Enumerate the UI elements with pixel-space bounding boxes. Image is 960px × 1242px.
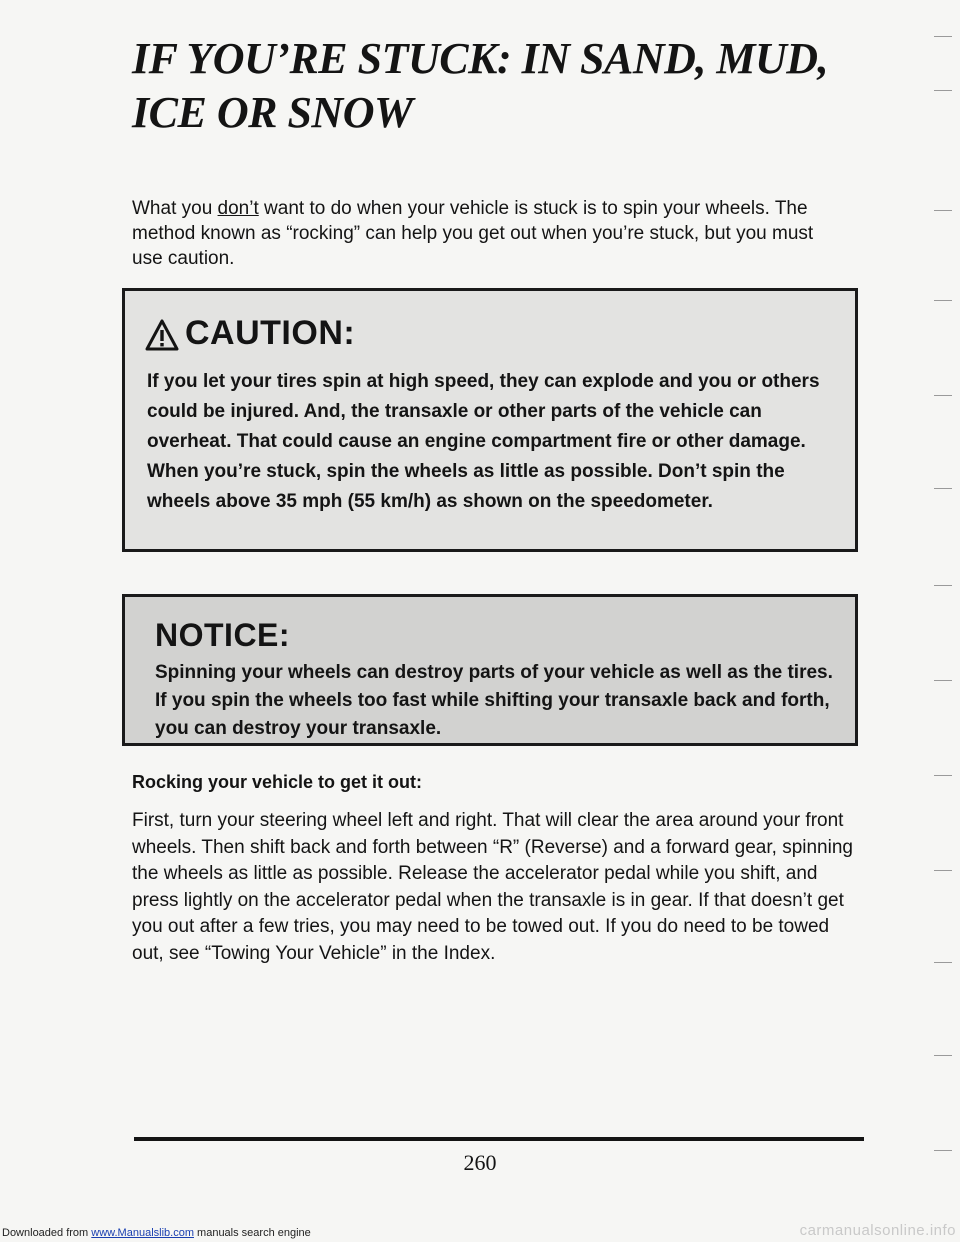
footer-rule (134, 1137, 864, 1141)
edge-tick (934, 90, 952, 91)
edge-tick (934, 300, 952, 301)
edge-tick (934, 680, 952, 681)
download-footer (2, 1226, 311, 1240)
watermark-text: carmanualsonline.info (799, 1222, 956, 1239)
notice-heading: NOTICE: (155, 617, 291, 653)
caution-box (122, 288, 858, 552)
edge-tick (934, 210, 952, 211)
manualslib-link[interactable]: www.Manualslib.com (91, 1227, 194, 1239)
intro-paragraph (132, 196, 832, 271)
edge-tick (934, 1055, 952, 1056)
notice-box (122, 594, 858, 746)
caution-text: If you let your tires spin at high speed, they can explode and you or others could be injured. And, the transaxle or other parts of the vehicle can overheat. That could cause an engine compartment fire or other damage. When you’re stuck, spin the wheels as little as possible. Don’t spin the wheels above 35 mph (55 km/h) as shown on the speedometer. (147, 371, 820, 512)
rocking-heading: Rocking your vehicle to get it out: (132, 772, 423, 792)
notice-text: Spinning your wheels can destroy parts of your vehicle as well as the tires. If you spin the wheels too fast while shifting your transaxle back and forth, you can destroy your transaxle. (155, 662, 833, 739)
edge-tick (934, 488, 952, 489)
edge-tick (934, 775, 952, 776)
edge-tick (934, 395, 952, 396)
footer-prefix: Downloaded from (2, 1227, 92, 1239)
intro-text-end: want to do when your vehicle is stuck is to spin your wheels. The method known as “rocking” can help you get out when you’re stuck, but you must use caution. (132, 198, 814, 269)
page-number: 260 (463, 1150, 497, 1175)
edge-tick (934, 36, 952, 37)
edge-tick (934, 585, 952, 586)
caution-heading: CAUTION: (185, 314, 356, 352)
edge-tick (934, 870, 952, 871)
warning-triangle-icon (145, 319, 179, 351)
edge-tick (934, 1150, 952, 1151)
rocking-paragraph: First, turn your steering wheel left and right. That will clear the area around your front wheels. Then shift back and forth between “R” (Reverse) and a forward gear, spinning the wheels as little as possible. Release the accelerator pedal while you shift, and press lightly on the accelerator pedal when the transaxle is in gear. If that doesn’t get you out after a few tries, you may need to be towed out. If you do need to be towed out, see “Towing Your Vehicle” in the Index. (132, 810, 853, 964)
intro-text-start: What you (132, 198, 218, 219)
intro-emphasis: don’t (217, 198, 259, 219)
footer-suffix: manuals search engine (193, 1227, 311, 1239)
page-title: IF YOU’RE STUCK: IN SAND, MUD, ICE OR SNOW (132, 34, 829, 137)
edge-tick (934, 962, 952, 963)
